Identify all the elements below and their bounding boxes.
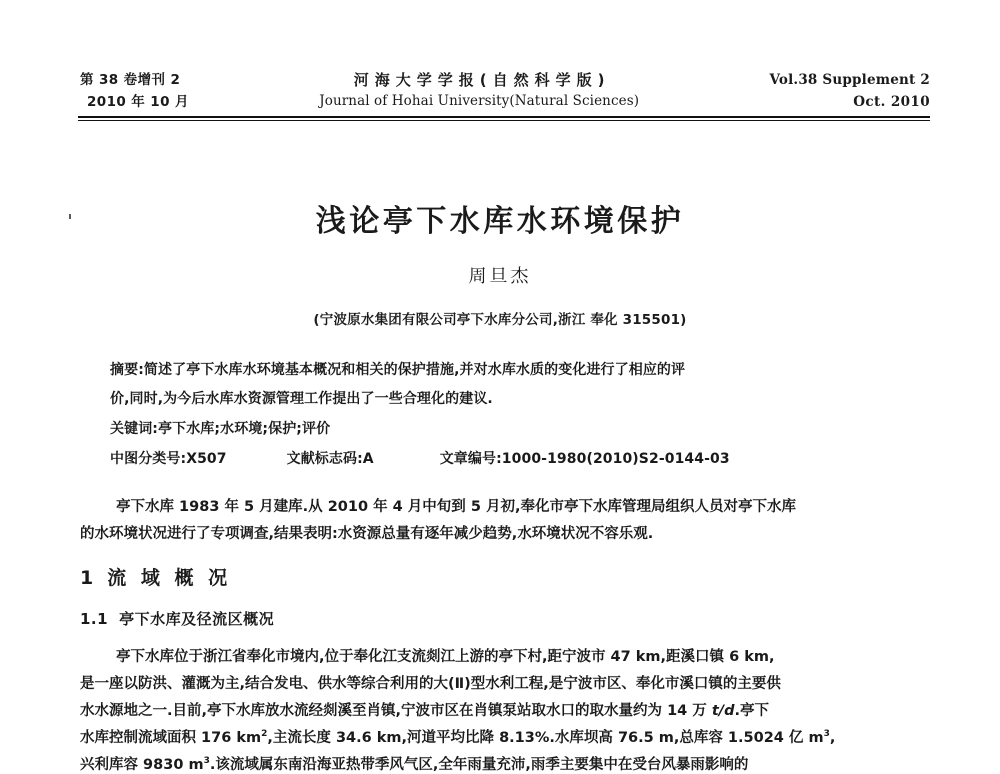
body-line-5-b: .该流域属东南沿海亚热带季风气区,全年雨量充沛,雨季主要集中在受台风暴雨影响的 bbox=[209, 757, 749, 773]
volume-issue-cn: 第 38 卷增刊 2 bbox=[80, 72, 181, 88]
body-line-4-a: 水库控制流域面积 176 km bbox=[80, 730, 262, 746]
article-id: 文章编号:1000-1980(2010)S2-0144-03 bbox=[439, 451, 730, 467]
superscript-m3-a: 3 bbox=[823, 729, 830, 740]
body-line-4 bbox=[80, 725, 930, 752]
body-line-5-a: 兴利库容 9830 m bbox=[80, 757, 204, 773]
section-1-1-number: 1.1 bbox=[80, 610, 109, 628]
body-line-3-a: 水水源地之一.目前,亭下水库放水流经剡溪至肖镇,宁波市区在肖镇泵站取水口的取水量约为 14 万 bbox=[80, 703, 712, 719]
intro-line-1: 亭下水库 1983 年 5 月建库.从 2010 年 4 月中旬到 5 月初,奉化市亭下水库管理局组织人员对亭下水库 bbox=[116, 499, 796, 515]
masthead bbox=[78, 70, 930, 114]
section-1-title: 流 域 概 况 bbox=[107, 567, 232, 589]
intro-line-2: 的水环境状况进行了专项调查,结果表明:水资源总量有逐年减少趋势,水环境状况不容乐观. bbox=[80, 526, 654, 542]
masthead-divider bbox=[78, 116, 930, 121]
author-affiliation: (宁波原水集团有限公司亭下水库分公司,浙江 奉化 315501) bbox=[313, 312, 687, 328]
body-line-1: 亭下水库位于浙江省奉化市境内,位于奉化江支流剡江上游的亭下村,距宁波市 47 km,距溪口镇 6 km, bbox=[116, 649, 775, 665]
section-heading-1 bbox=[80, 565, 930, 592]
page-title: 浅论亭下水库水环境保护 bbox=[315, 204, 685, 239]
divider-rule-thick bbox=[78, 116, 930, 118]
document-code: 文献标志码:A bbox=[286, 451, 374, 467]
publication-date-cn: 2010 年 10 月 bbox=[87, 93, 189, 110]
abstract-line-2: 价,同时,为今后水库水资源管理工作提出了一些合理化的建议. bbox=[110, 391, 493, 407]
keywords-line: 关键词:亭下水库;水环境;保护;评价 bbox=[110, 421, 331, 437]
superscript-km2: 2 bbox=[261, 729, 268, 740]
article-body bbox=[80, 494, 930, 774]
superscript-m3-b: 3 bbox=[203, 756, 210, 767]
abstract-line-1: 摘要:简述了亭下水库水环境基本概况和相关的保护措施,并对水库水质的变化进行了相应的评 bbox=[110, 362, 686, 378]
body-line-3 bbox=[80, 698, 930, 725]
section-1-1-title: 亭下水库及径流区概况 bbox=[119, 610, 275, 628]
body-line-4-c: , bbox=[829, 730, 836, 746]
body-line-4-b: ,主流长度 34.6 km,河道平均比降 8.13%.水库坝高 76.5 m,总库容 1.5024 亿 m bbox=[267, 730, 824, 746]
volume-issue-en: Vol.38 Supplement 2 bbox=[769, 72, 930, 88]
masthead-left bbox=[78, 70, 189, 114]
section-heading-1-1 bbox=[80, 606, 930, 633]
section-1-number: 1 bbox=[80, 567, 94, 589]
journal-name-cn: 河海大学学报(自然科学版) bbox=[353, 71, 611, 89]
body-line-3-c: .亭下 bbox=[734, 703, 769, 719]
journal-name-en: Journal of Hohai University(Natural Sciences) bbox=[319, 93, 640, 109]
author-name: 周旦杰 bbox=[468, 266, 532, 287]
classification-line bbox=[110, 445, 892, 474]
divider-rule-thin bbox=[78, 120, 930, 121]
clc-number: 中图分类号:X507 bbox=[110, 451, 227, 467]
section-1-1-paragraph bbox=[80, 644, 930, 774]
publication-date-en: Oct. 2010 bbox=[853, 93, 930, 110]
unit-t-per-d: t/d bbox=[711, 703, 735, 719]
masthead-center bbox=[319, 69, 639, 109]
masthead-right bbox=[769, 70, 930, 114]
body-line-2: 是一座以防洪、灌溉为主,结合发电、供水等综合利用的大(Ⅱ)型水利工程,是宁波市区、奉化市溪口镇的主要供 bbox=[80, 676, 781, 692]
body-line-5 bbox=[80, 752, 930, 774]
abstract-block bbox=[110, 356, 892, 474]
